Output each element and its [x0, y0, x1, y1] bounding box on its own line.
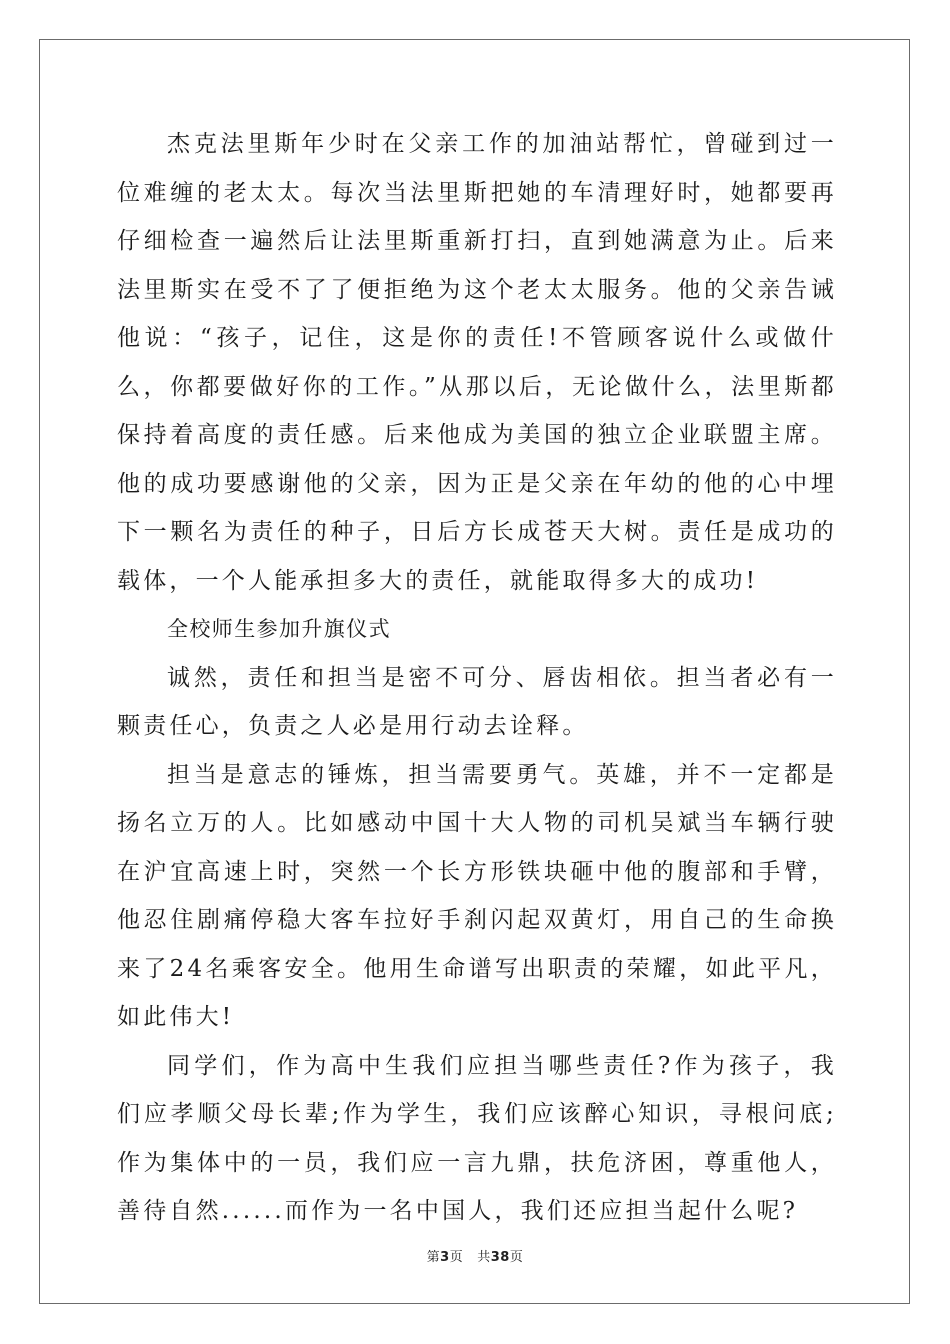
- paragraph-story: 杰克法里斯年少时在父亲工作的加油站帮忙，曾碰到过一位难缠的老太太。每次当法里斯把她的车清理好时，她都要再仔细检查一遍然后让法里斯重新打扫，直到她满意为止。后来法里斯实在受不了了便拒绝为这个老太太服务。他的父亲告诫他说：“孩子，记住，这是你的责任!不管顾客说什么或做什么，你都要做好你的工作。”从那以后，无论做什么，法里斯都保持着高度的责任感。后来他成为美国的独立企业联盟主席。他的成功要感谢他的父亲，因为正是父亲在年幼的他的心中埋下一颗名为责任的种子，日后方长成苍天大树。责任是成功的载体，一个人能承担多大的责任，就能取得多大的成功!: [117, 131, 837, 594]
- page-unit: 页: [449, 1250, 464, 1265]
- total-page-count: 38: [490, 1250, 510, 1265]
- paragraph-responsibility: 诚然，责任和担当是密不可分、唇齿相依。担当者必有一颗责任心，负责之人必是用行动去诠释。: [117, 664, 837, 739]
- page-footer: [0, 1246, 950, 1265]
- paragraph-courage: 担当是意志的锤炼，担当需要勇气。英雄，并不一定都是扬名立万的人。比如感动中国十大人物的司机吴斌当车辆行驶在沪宜高速上时，突然一个长方形铁块砸中他的腹部和手臂，他忍住剧痛停稳大客车拉好手刹闪起双黄灯，用自己的生命换来了24名乘客安全。他用生命谱写出职责的荣耀，如此平凡，如此伟大!: [117, 761, 837, 1030]
- total-unit: 页: [509, 1250, 524, 1265]
- current-page-number: 3: [440, 1250, 450, 1265]
- paragraph-flag-ceremony: 全校师生参加升旗仪式: [167, 617, 391, 641]
- document-body: [117, 120, 837, 1236]
- total-prefix: 共: [477, 1250, 491, 1265]
- page-prefix: 第: [426, 1250, 441, 1265]
- paragraph-students: 同学们，作为高中生我们应担当哪些责任?作为孩子，我们应孝顺父母长辈;作为学生，我们应该醉心知识，寻根问底;作为集体中的一员，我们应一言九鼎，扶危济困，尊重他人，善待自然......而作为一名中国人，我们还应担当起什么呢?: [117, 1052, 837, 1224]
